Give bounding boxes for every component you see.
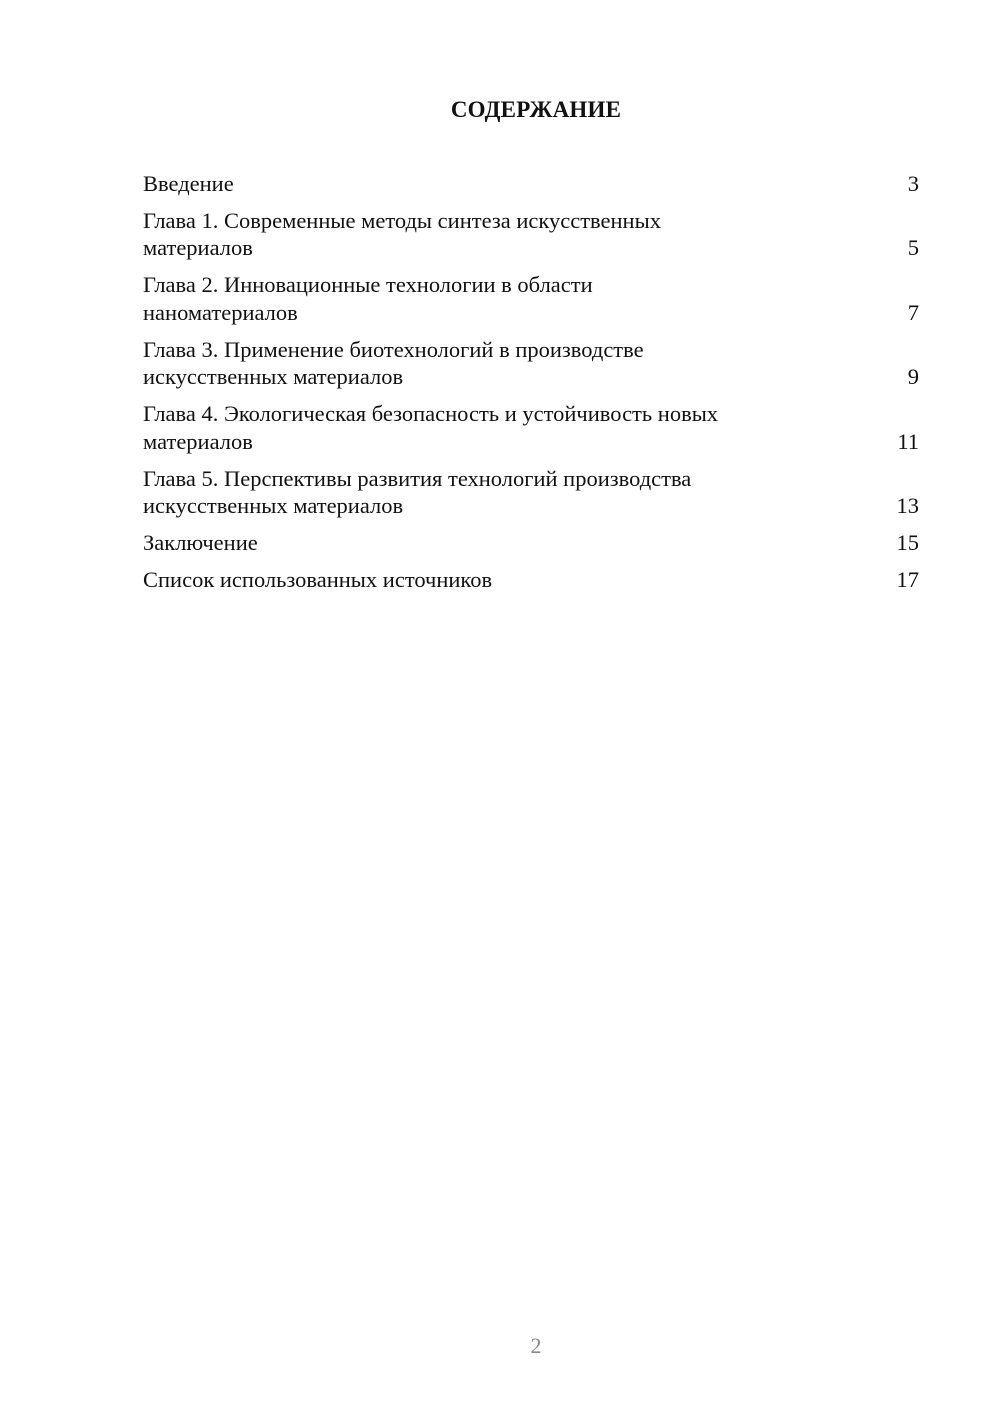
toc-entry-title: Глава 3. Применение биотехнологий в производстве искусственных материалов <box>143 336 644 389</box>
toc-entry-page: 17 <box>896 566 919 592</box>
toc-entry-chapter-4 <box>143 400 919 455</box>
toc-entry-title: Глава 1. Современные методы синтеза искусственных материалов <box>143 207 661 260</box>
toc-entry-chapter-2 <box>143 271 919 326</box>
toc-entry-page: 15 <box>896 530 919 555</box>
toc-entry-page: 9 <box>907 364 919 389</box>
toc-entry-title: Список использованных источников <box>143 566 493 592</box>
toc-entry-page: 3 <box>907 171 919 196</box>
toc-entry-title: Заключение <box>143 530 258 555</box>
toc-entry-introduction <box>143 170 919 198</box>
toc-entry-title: Введение <box>143 171 234 196</box>
toc-entry-references <box>143 566 919 594</box>
toc-entry-page: 7 <box>907 299 919 325</box>
toc-heading: СОДЕРЖАНИЕ <box>450 97 622 122</box>
toc-entry-title: Глава 2. Инновационные технологии в области наноматериалов <box>143 272 593 325</box>
page-number: 2 <box>530 1333 542 1358</box>
toc-entry-conclusion <box>143 529 919 557</box>
toc-entry-title: Глава 4. Экологическая безопасность и устойчивость новых материалов <box>143 401 719 454</box>
toc-entry-chapter-5 <box>143 465 919 520</box>
toc-entry-page: 11 <box>897 428 919 454</box>
toc-entry-title: Глава 5. Перспективы развития технологий производства искусственных материалов <box>143 465 692 518</box>
toc-entry-chapter-3 <box>143 336 919 391</box>
toc-entry-page: 5 <box>907 235 919 260</box>
table-of-contents <box>143 170 919 602</box>
toc-entry-page: 13 <box>896 493 919 518</box>
toc-entry-chapter-1 <box>143 207 919 262</box>
